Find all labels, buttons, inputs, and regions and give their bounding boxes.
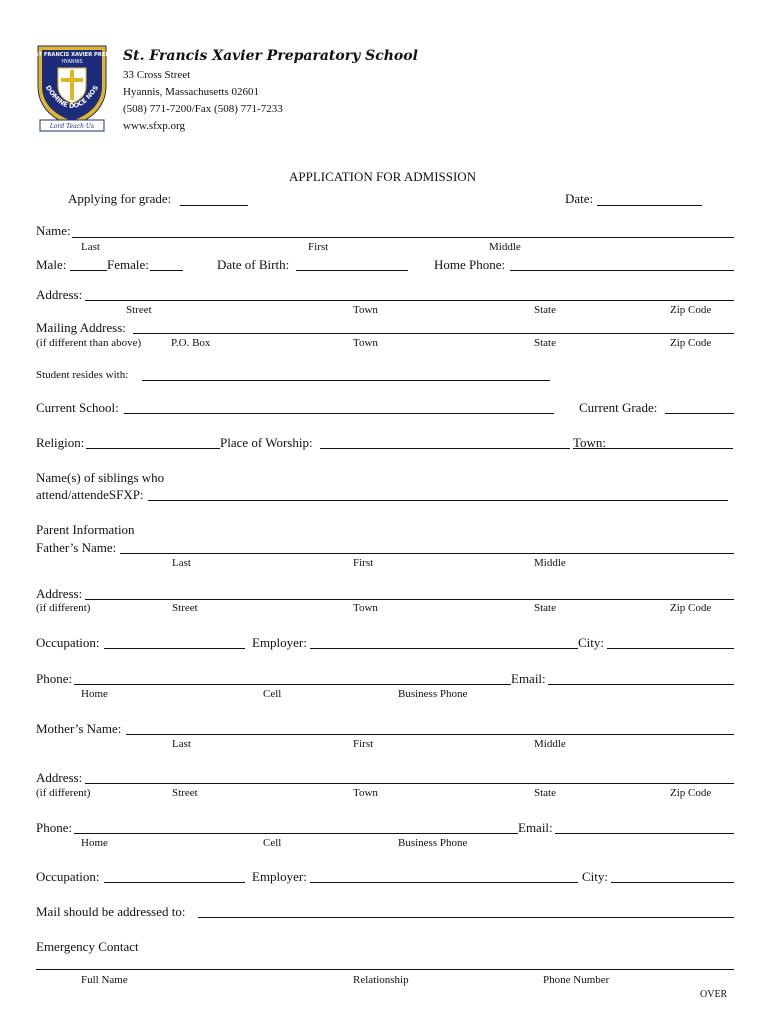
- father-town-caption: Town: [353, 602, 378, 614]
- address-town-caption: Town: [353, 304, 378, 316]
- svg-text:DOMINE DOCE NOS: DOMINE DOCE NOS: [43, 83, 101, 111]
- male-field[interactable]: [70, 270, 107, 271]
- father-state-caption: State: [534, 602, 556, 614]
- religion-label: Religion:: [36, 435, 85, 450]
- mother-occupation-field[interactable]: [104, 882, 245, 883]
- mailing-address-label: Mailing Address:: [36, 320, 126, 335]
- name-label: Name:: [36, 223, 71, 238]
- place-of-worship-field[interactable]: [320, 448, 570, 449]
- father-cell-caption: Cell: [263, 688, 282, 700]
- mother-address-label: Address:: [36, 770, 83, 785]
- father-address-field[interactable]: [85, 599, 734, 600]
- name-field[interactable]: [72, 237, 734, 238]
- school-phone: (508) 771-7200/Fax (508) 771-7233: [123, 103, 283, 115]
- mothers-name-field[interactable]: [126, 734, 734, 735]
- fathers-name-field[interactable]: [120, 553, 734, 554]
- name-first-caption: First: [308, 241, 329, 253]
- mother-email-label: Email:: [518, 820, 553, 835]
- current-school-field[interactable]: [124, 413, 554, 414]
- father-business-caption: Business Phone: [398, 688, 468, 700]
- home-phone-field[interactable]: [510, 270, 734, 271]
- father-employer-field[interactable]: [310, 648, 578, 649]
- mail-addressed-label: Mail should be addressed to:: [36, 904, 186, 919]
- fathers-name-label: Father’s Name:: [36, 540, 117, 555]
- worship-town-label: Town:: [573, 435, 607, 450]
- mother-middle-caption: Middle: [534, 738, 566, 750]
- current-grade-field[interactable]: [665, 413, 734, 414]
- mail-addressed-field[interactable]: [198, 917, 734, 918]
- father-city-label: City:: [578, 635, 605, 650]
- dob-field[interactable]: [296, 270, 408, 271]
- father-first-caption: First: [353, 557, 374, 569]
- school-name: St. Francis Xavier Preparatory School: [123, 48, 418, 64]
- mother-phone-label: Phone:: [36, 820, 73, 835]
- father-phone-field[interactable]: [74, 684, 511, 685]
- male-label: Male:: [36, 257, 67, 272]
- siblings-field[interactable]: [148, 500, 728, 501]
- father-email-field[interactable]: [548, 684, 734, 685]
- father-street-caption: Street: [172, 602, 198, 614]
- father-city-field[interactable]: [607, 648, 734, 649]
- mother-if-different: (if different): [36, 787, 91, 799]
- parent-info-heading: Parent Information: [36, 522, 135, 537]
- father-home-caption: Home: [81, 688, 108, 700]
- emergency-relationship-caption: Relationship: [353, 974, 409, 986]
- emergency-field[interactable]: [36, 969, 734, 970]
- mailing-town-caption: Town: [353, 337, 378, 349]
- father-email-label: Email:: [511, 671, 546, 686]
- mother-zip-caption: Zip Code: [670, 787, 712, 799]
- mother-state-caption: State: [534, 787, 556, 799]
- siblings-label-1: Name(s) of siblings who: [36, 470, 165, 485]
- home-phone-label: Home Phone:: [434, 257, 506, 272]
- mother-city-field[interactable]: [611, 882, 734, 883]
- siblings-label-2: attend/attendeSFXP:: [36, 487, 144, 502]
- school-website: www.sfxp.org: [123, 120, 186, 132]
- resides-with-label: Student resides with:: [36, 369, 129, 381]
- address-zip-caption: Zip Code: [670, 304, 712, 316]
- mother-occupation-label: Occupation:: [36, 869, 100, 884]
- mailing-address-field[interactable]: [133, 333, 734, 334]
- mother-email-field[interactable]: [555, 833, 734, 834]
- mother-street-caption: Street: [172, 787, 198, 799]
- mother-last-caption: Last: [172, 738, 191, 750]
- father-if-different: (if different): [36, 602, 91, 614]
- address-street-caption: Street: [126, 304, 152, 316]
- female-label: Female:: [107, 257, 149, 272]
- mother-address-field[interactable]: [85, 783, 734, 784]
- school-city: Hyannis, Massachusetts 02601: [123, 86, 259, 98]
- father-phone-label: Phone:: [36, 671, 73, 686]
- father-last-caption: Last: [172, 557, 191, 569]
- mother-business-caption: Business Phone: [398, 837, 468, 849]
- over-label: OVER: [700, 989, 728, 1000]
- address-state-caption: State: [534, 304, 556, 316]
- form-title: APPLICATION FOR ADMISSION: [289, 169, 477, 184]
- emergency-heading: Emergency Contact: [36, 939, 139, 954]
- father-address-label: Address:: [36, 586, 83, 601]
- current-grade-label: Current Grade:: [579, 400, 658, 415]
- female-field[interactable]: [150, 270, 183, 271]
- svg-text:HYANNIS: HYANNIS: [61, 60, 83, 65]
- current-school-label: Current School:: [36, 400, 119, 415]
- father-occupation-field[interactable]: [104, 648, 245, 649]
- mailing-if-different: (if different than above): [36, 337, 142, 349]
- name-last-caption: Last: [81, 241, 100, 253]
- mother-employer-label: Employer:: [252, 869, 307, 884]
- father-occupation-label: Occupation:: [36, 635, 100, 650]
- mother-first-caption: First: [353, 738, 374, 750]
- applying-grade-field[interactable]: [180, 205, 248, 206]
- svg-text:ST FRANCIS XAVIER PREP: ST FRANCIS XAVIER PREP: [34, 52, 110, 58]
- address-label: Address:: [36, 287, 83, 302]
- school-street: 33 Cross Street: [123, 69, 191, 81]
- father-zip-caption: Zip Code: [670, 602, 712, 614]
- school-seal: [32, 42, 112, 134]
- father-middle-caption: Middle: [534, 557, 566, 569]
- mother-cell-caption: Cell: [263, 837, 282, 849]
- mothers-name-label: Mother’s Name:: [36, 721, 122, 736]
- name-middle-caption: Middle: [489, 241, 521, 253]
- mother-city-label: City:: [582, 869, 609, 884]
- mother-town-caption: Town: [353, 787, 378, 799]
- applying-grade-label: Applying for grade:: [68, 191, 172, 206]
- resides-with-field[interactable]: [142, 380, 550, 381]
- mailing-po-box-caption: P.O. Box: [171, 337, 211, 349]
- religion-field[interactable]: [86, 448, 220, 449]
- mother-employer-field[interactable]: [310, 882, 578, 883]
- date-field[interactable]: [597, 205, 702, 206]
- svg-text:Lord Teach Us: Lord Teach Us: [49, 123, 95, 130]
- dob-label: Date of Birth:: [217, 257, 290, 272]
- mailing-state-caption: State: [534, 337, 556, 349]
- worship-town-field[interactable]: [573, 448, 733, 449]
- mother-phone-field[interactable]: [74, 833, 518, 834]
- place-of-worship-label: Place of Worship:: [220, 435, 313, 450]
- mailing-zip-caption: Zip Code: [670, 337, 712, 349]
- mother-home-caption: Home: [81, 837, 108, 849]
- address-field[interactable]: [85, 300, 734, 301]
- date-label: Date:: [565, 191, 594, 206]
- father-employer-label: Employer:: [252, 635, 307, 650]
- emergency-phone-caption: Phone Number: [543, 974, 610, 986]
- emergency-fullname-caption: Full Name: [81, 974, 128, 986]
